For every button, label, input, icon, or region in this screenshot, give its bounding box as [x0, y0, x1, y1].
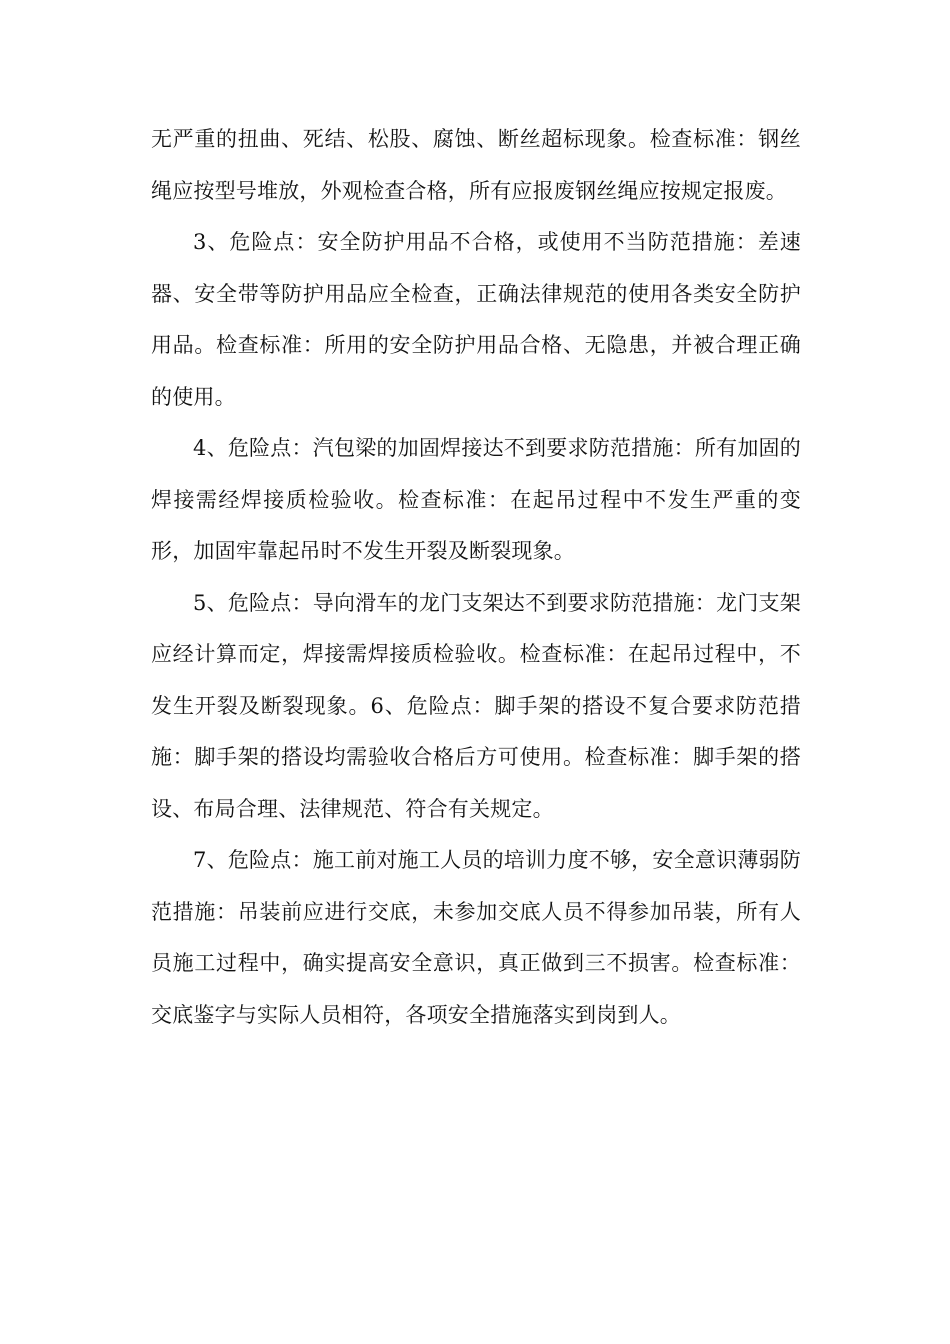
paragraph-hazard-3: 3、危险点：安全防护用品不合格，或使用不当防范措施：差速器、安全带等防护用品应全检查，正确法律规范的使用各类安全防护用品。检查标准：所用的安全防护用品合格、无隐患，并被合理正确的使用。: [151, 230, 801, 409]
document-body: [151, 114, 801, 1041]
paragraph-hazard-7: 7、危险点：施工前对施工人员的培训力度不够，安全意识薄弱防范措施：吊装前应进行交底，未参加交底人员不得参加吊装，所有人员施工过程中，确实提高安全意识，真正做到三不损害。检查标准：交底鉴字与实际人员相符，各项安全措施落实到岗到人。: [151, 848, 801, 1027]
paragraph-hazard-4: 4、危险点：汽包梁的加固焊接达不到要求防范措施：所有加固的焊接需经焊接质检验收。检查标准：在起吊过程中不发生严重的变形，加固牢靠起吊时不发生开裂及断裂现象。: [151, 436, 801, 563]
paragraph-wire-rope-standard: 无严重的扭曲、死结、松股、腐蚀、断丝超标现象。检查标准：钢丝绳应按型号堆放，外观检查合格，所有应报废钢丝绳应按规定报废。: [151, 127, 801, 203]
paragraph-hazard-5-6: 5、危险点：导向滑车的龙门支架达不到要求防范措施：龙门支架应经计算而定，焊接需焊接质检验收。检查标准：在起吊过程中，不发生开裂及断裂现象。6、危险点：脚手架的搭设不复合要求防范措施：脚手架的搭设均需验收合格后方可使用。检查标准：脚手架的搭设、布局合理、法律规范、符合有关规定。: [151, 590, 801, 821]
